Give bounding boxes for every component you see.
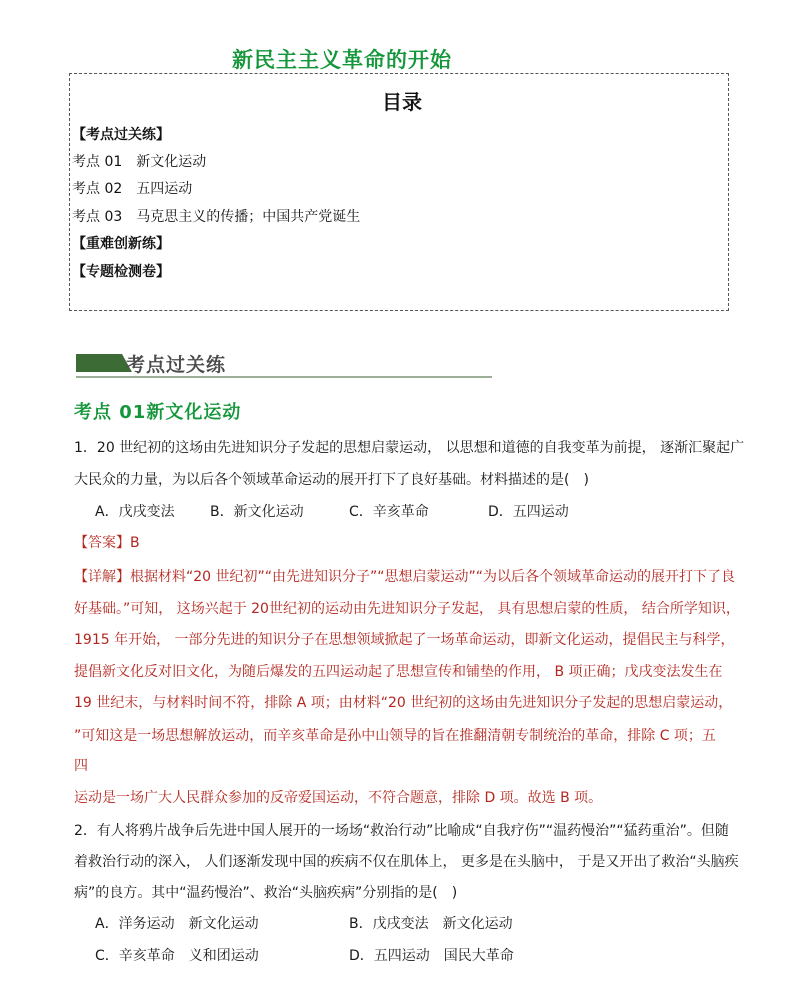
q1-option-b: B．新文化运动 — [210, 504, 304, 520]
q2-stem-line: 2．有人将鸦片战争后先进中国人展开的一场场“救治行动”比喻成“自我疗伤”“温药慢治”“猛药重治”。但随 — [74, 823, 729, 839]
page-title: 新民主主义革命的开始 — [232, 48, 452, 72]
q1-stem-line: 大民众的力量，为以后各个领域革命运动的展开打下了良好基础。材料描述的是( ) — [74, 472, 589, 488]
toc-item-practice[interactable]: 【考点过关练】 — [72, 127, 170, 143]
banner-divider — [76, 376, 492, 378]
q2-option-c: C．辛亥革命 义和团运动 — [95, 948, 259, 964]
q1-detail-line: 19 世纪末，与材料时间不符，排除 A 项；由材料“20 世纪初的这场由先进知识分子发起的思想启蒙运动， — [74, 695, 733, 711]
q1-option-c: C．辛亥革命 — [349, 504, 429, 520]
q1-detail-line: ”可知这是一场思想解放运动，而辛亥革命是孙中山领导的旨在推翻清朝专制统治的革命，排除 C 项；五 — [74, 728, 716, 744]
banner-bar-decoration — [76, 354, 122, 372]
q1-detail-line: 提倡新文化反对旧文化，为随后爆发的五四运动起了思想宣传和铺垫的作用， B 项正确；戊戌变法发生在 — [74, 664, 723, 680]
toc-item-innovation[interactable]: 【重难创新练】 — [72, 236, 170, 252]
q2-stem-line: 病”的良方。其中“温药慢治”、救治“头脑疾病”分别指的是( ) — [74, 885, 458, 901]
q2-option-a: A．洋务运动 新文化运动 — [95, 916, 259, 932]
toc-heading: 目录 — [382, 90, 422, 114]
q1-option-d: D．五四运动 — [488, 504, 569, 520]
q2-option-d: D．五四运动 国民大革命 — [349, 948, 514, 964]
q1-answer: 【答案】B — [74, 535, 140, 551]
q2-option-b: B．戊戌变法 新文化运动 — [349, 916, 513, 932]
section-heading: 考点 01新文化运动 — [74, 402, 242, 423]
toc-item-topic-02[interactable]: 考点 02 五四运动 — [72, 181, 193, 197]
q1-detail-line: 四 — [74, 758, 88, 774]
q2-stem-line: 着救治行动的深入， 人们逐渐发现中国的疾病不仅在肌体上， 更多是在头脑中， 于是又开出了救治“头脑疾 — [74, 854, 739, 870]
q1-stem-line: 1．20 世纪初的这场由先进知识分子发起的思想启蒙运动， 以思想和道德的自我变革为前提， 逐渐汇聚起广 — [74, 440, 745, 456]
q1-detail-line: 【详解】根据材料“20 世纪初”“由先进知识分子”“思想启蒙运动”“为以后各个领域革命运动的展开打下了良 — [74, 569, 736, 585]
q1-detail-line: 好基础。”可知， 这场兴起于 20世纪初的运动由先进知识分子发起， 具有思想启蒙的性质， 结合所学知识， — [74, 601, 740, 617]
toc-item-topic-01[interactable]: 考点 01 新文化运动 — [72, 154, 207, 170]
toc-item-test[interactable]: 【专题检测卷】 — [72, 264, 170, 280]
q1-detail-line: 1915 年开始， 一部分先进的知识分子在思想领域掀起了一场革命运动，即新文化运动，提倡民主与科学， — [74, 632, 735, 648]
q1-detail-line: 运动是一场广大人民群众参加的反帝爱国运动，不符合题意，排除 D 项。故选 B 项。 — [74, 790, 603, 806]
toc-item-topic-03[interactable]: 考点 03 马克思主义的传播；中国共产党诞生 — [72, 209, 361, 225]
q1-option-a: A．戊戌变法 — [95, 504, 175, 520]
section-banner: 考点过关练 — [126, 354, 227, 376]
